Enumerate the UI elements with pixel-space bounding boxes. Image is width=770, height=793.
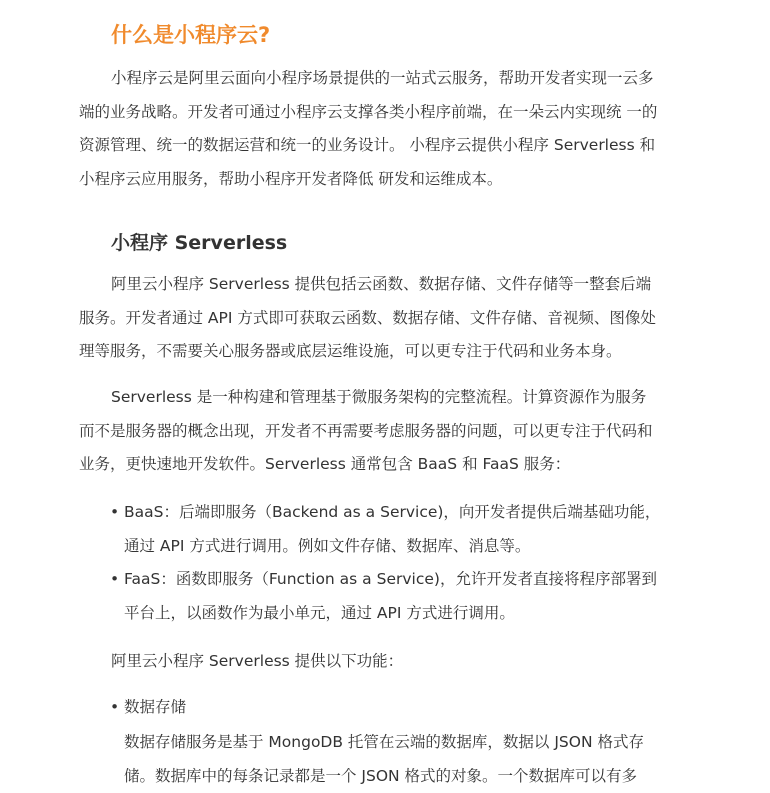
intro-paragraph	[79, 62, 711, 196]
bullet-marker: •	[110, 691, 124, 725]
paragraph-line: 业务，更快速地开发软件。Serverless 通常包含 BaaS 和 FaaS 服务：	[79, 448, 711, 482]
paragraph-line: 阿里云小程序 Serverless 提供包括云函数、数据存储、文件存储等一整套后端	[111, 268, 711, 302]
paragraph-line: 资源管理、统一的数据运营和统一的业务设计。 小程序云提供小程序 Serverless 和	[79, 129, 711, 163]
features-intro-paragraph	[79, 645, 711, 679]
section-heading-serverless: 小程序 Serverless	[111, 228, 287, 258]
paragraph-line: 理等服务，不需要关心服务器或底层运维设施，可以更专注于代码和业务本身。	[79, 335, 711, 369]
paragraph-line: 储。数据库中的每条记录都是一个 JSON 格式的对象。一个数据库可以有多	[124, 760, 684, 793]
paragraph-line: 服务。开发者通过 API 方式即可获取云函数、数据存储、文件存储、音视频、图像处	[79, 302, 711, 336]
paragraph-line: Serverless 是一种构建和管理基于微服务架构的完整流程。计算资源作为服务	[111, 381, 711, 415]
bullet-marker: •	[110, 496, 124, 530]
list-item-baas	[110, 496, 680, 563]
bullet-marker: •	[110, 563, 124, 597]
paragraph-line: 而不是服务器的概念出现，开发者不再需要考虑服务器的问题，可以更专注于代码和	[79, 415, 711, 449]
list-item-line: FaaS：函数即服务（Function as a Service)，允许开发者直接将程序部署到	[110, 563, 680, 597]
data-storage-description	[124, 726, 684, 793]
paragraph-line: 数据存储服务是基于 MongoDB 托管在云端的数据库，数据以 JSON 格式存	[124, 726, 684, 760]
list-item-faas	[110, 563, 680, 630]
list-item-line: 通过 API 方式进行调用。例如文件存储、数据库、消息等。	[110, 530, 680, 564]
page-title: 什么是小程序云?	[111, 19, 270, 51]
list-item-line: 平台上，以函数作为最小单元，通过 API 方式进行调用。	[110, 597, 680, 631]
serverless-desc-paragraph	[79, 381, 711, 482]
paragraph-line: 小程序云应用服务，帮助小程序开发者降低 研发和运维成本。	[79, 163, 711, 197]
list-item-line: BaaS：后端即服务（Backend as a Service)，向开发者提供后端基础功能，	[110, 496, 680, 530]
serverless-intro-paragraph	[79, 268, 711, 369]
list-item-label: 数据存储	[110, 691, 680, 725]
paragraph-line: 阿里云小程序 Serverless 提供以下功能：	[111, 645, 711, 679]
paragraph-line: 小程序云是阿里云面向小程序场景提供的一站式云服务，帮助开发者实现一云多	[111, 62, 711, 96]
list-item-data-storage	[110, 691, 680, 725]
paragraph-line: 端的业务战略。开发者可通过小程序云支撑各类小程序前端，在一朵云内实现统 一的	[79, 96, 711, 130]
